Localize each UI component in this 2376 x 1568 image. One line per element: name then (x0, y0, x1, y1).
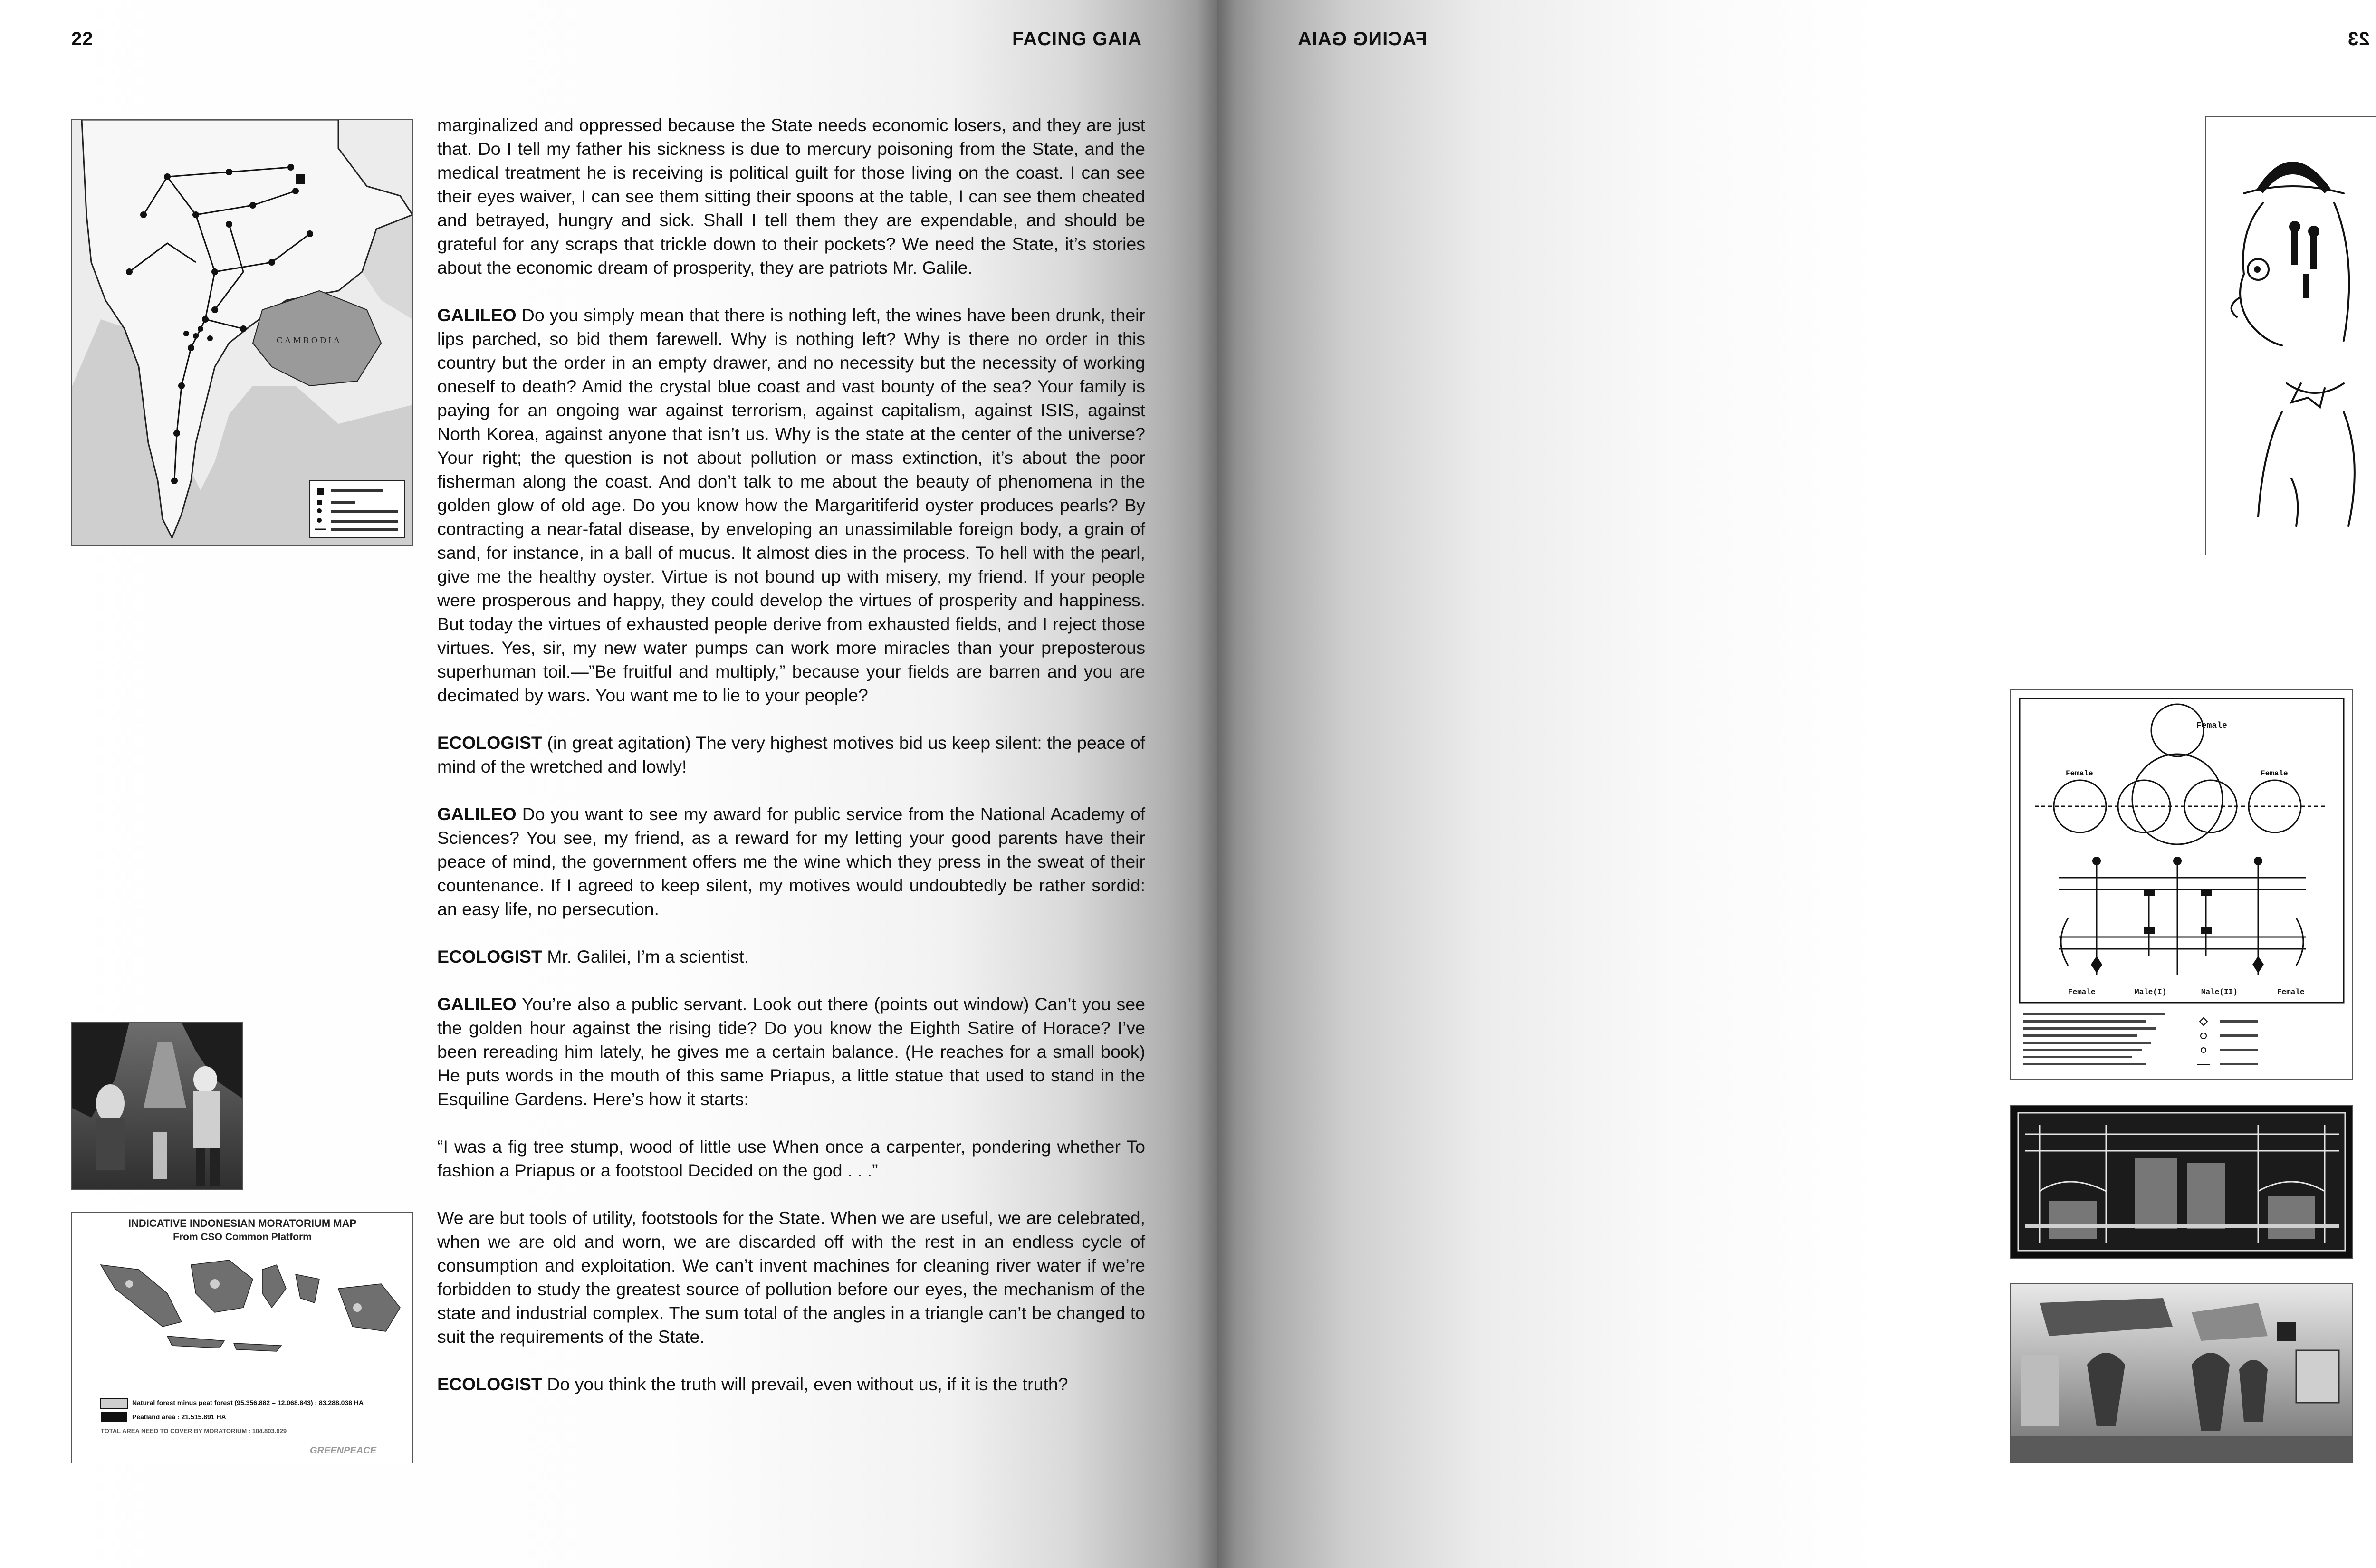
paragraph-3 (437, 731, 1145, 778)
paragraph-text: You’re also a public servant. Look out there (points out window) Can’t you see the golden hour against the rising tide? Do you know the Eighth Satire of Horace? I’ve been rereading him lately, he gives me a certain balance. (He reaches for a small book) He puts words in the mouth of this same Priapus, a little statue that used to stand in the Esquiline Gardens. Here’s how it starts: (437, 994, 1145, 1109)
speaker-label: GALILEO (437, 804, 517, 824)
right-page (1217, 0, 2376, 1568)
field-photo (71, 1022, 243, 1190)
paragraph-text: Do you want to see my award for public service from the National Academy of Sciences? You see, my friend, as a reward for my letting your good parents have their peace of mind, the government offers me the wine which they press in the sweat of their countenance. If I agreed to keep silent, my motives would undoubtedly be rather sordid: an easy life, no persecution. (437, 804, 1145, 919)
indonesia-moratorium-map (71, 1212, 413, 1463)
indonesia-legend-total: TOTAL AREA NEED TO COVER BY MORATORIUM : 104.803.929 (101, 1427, 287, 1434)
indonesia-map-subtitle: From CSO Common Platform (173, 1232, 312, 1243)
exhibition-photo (2010, 1283, 2353, 1463)
cartoon-graphic (2206, 117, 2376, 555)
speaker-label: ECOLOGIST (437, 1374, 542, 1394)
diagram-label-right: Female (2261, 769, 2288, 778)
paragraph-text: (in great agitation) The very highest motives bid us keep silent: the peace of mind of the wretched and lowly! (437, 733, 1145, 776)
paragraph-text: marginalized and oppressed because the State needs economic losers, and they are just that. Do I tell my father his sickness is due to mercury poisoning from the State, and the medical treatment he is receiving is political guilt for those living on the coast. I can see their eyes waiver, I can see them sitting their spoons at the table, I can see them cheated and betrayed, hungry and sick. Shall I tell them they are expendable, and should be grateful for any scraps that trickle down to their pockets? We need the State, it’s stories about the economic dream of prosperity, they are patriots Mr. Galile. (437, 115, 1145, 277)
indonesia-legend-peat: Peatland area : 21.515.891 HA (132, 1413, 226, 1421)
main-text-column (437, 113, 1145, 1420)
right-running-title-mirrored (1297, 29, 1427, 50)
speaker-label: ECOLOGIST (437, 947, 542, 966)
diagram-graphic (2011, 690, 2352, 1079)
paragraph-9 (437, 1372, 1145, 1396)
paragraph-8 (437, 1206, 1145, 1348)
paragraph-6 (437, 992, 1145, 1111)
diagram-label-left: Female (2066, 769, 2093, 778)
paragraph-1 (437, 113, 1145, 279)
paragraph-text: Do you simply mean that there is nothing left, the wines have been drunk, their lips parched, so bid them farewell. Why is nothing left? Why is there no order in this country but the order in an empty drawer, and no necessity but the necessity of working oneself to death? Amid the crystal blue coast and vast bounty of the sea? Your family is paying for an ongoing war against terrorism, against capitalism, against ISIS, against North Korea, against anyone that isn’t us. Why is the state at the center of the universe? Your right; the question is not about pollution or mass extinction, it’s about the poor fisherman along the coast. And don’t talk to me about the beauty of phenomena in the golden glow of old age. Do you know how the Margaritiferid oyster produces pearls? By contracting a near-fatal disease, by enveloping an unassimilable foreign body, a grain of sand, for instance, in a ball of mucus. It almost dies in the process. To hell with the pearl, give me the healthy oyster. Virtue is not bound up with misery, my friend. If your people were prosperous and happy, they could develop the virtues of prosperity and happiness. But today the virtues of exhausted people derive from exhausted fields, and I reject those virtues. Yes, sir, my new water pumps can work more miracles than your preposterous superhuman toil.—”Be fruitful and multiply,” because your fields are barren and you are decimated by wars. You want me to lie to your people? (437, 305, 1145, 705)
map-label-cambodia: CAMBODIA (277, 335, 343, 345)
field-photo-graphic (72, 1023, 242, 1189)
left-page-number: 22 (71, 29, 94, 49)
exhibition-photo-graphic (2011, 1284, 2352, 1462)
gutter-shadow (1198, 0, 1236, 1568)
speaker-label: GALILEO (437, 305, 517, 325)
indonesia-map-graphic (72, 1213, 412, 1463)
stage-photo (2010, 1105, 2353, 1259)
paragraph-text: “I was a fig tree stump, wood of little use When once a carpenter, pondering whether To fashion a Priapus or a footstool Decided on the god . . .” (437, 1137, 1145, 1180)
speaker-label: GALILEO (437, 994, 517, 1014)
diagram-bottom-label: Male(I) (2135, 988, 2167, 996)
right-page-number-mirrored (2347, 29, 2370, 50)
thailand-map-figure (71, 119, 413, 546)
paragraph-7 (437, 1135, 1145, 1182)
indonesia-map-title: INDICATIVE INDONESIAN MORATORIUM MAP (128, 1217, 357, 1229)
left-running-title: FACING GAIA (1012, 29, 1142, 49)
paragraph-text: We are but tools of utility, footstools for the State. When we are useful, we are celebrated, when we are old and worn, we are discarded off with the rest in an endless cycle of consumption and exploitation. We can’t invent machines for cleaning river water if we’re forbidden to study the greatest source of pollution before our eyes, the mechanism of the state and industrial complex. The sum total of the angles in a triangle can’t be changed to suit the requirements of the State. (437, 1208, 1145, 1347)
diagram-label-top: Female (2196, 721, 2227, 731)
speaker-label: ECOLOGIST (437, 733, 542, 753)
paragraph-4 (437, 802, 1145, 921)
stage-photo-graphic (2011, 1106, 2352, 1258)
greenpeace-logo: GREENPEACE (310, 1445, 377, 1456)
paragraph-2 (437, 303, 1145, 707)
mechanical-diagram (2010, 689, 2353, 1080)
diagram-bottom-label: Female (2277, 988, 2305, 996)
right-page-number: 23 (2347, 29, 2370, 49)
thailand-map-graphic (72, 120, 412, 545)
diagram-bottom-label: Female (2068, 988, 2096, 996)
diagram-bottom-label: Male(II) (2201, 988, 2238, 996)
right-running-title: FACING GAIA (1297, 29, 1428, 49)
paragraph-5 (437, 945, 1145, 968)
cartoon-figure (2205, 116, 2376, 555)
indonesia-legend-forest: Natural forest minus peat forest (95.356.882 – 12.068.843) : 83.288.038 HA (132, 1399, 364, 1406)
paragraph-text: Do you think the truth will prevail, even without us, if it is the truth? (542, 1374, 1068, 1394)
paragraph-text: Mr. Galilei, I’m a scientist. (542, 947, 749, 966)
